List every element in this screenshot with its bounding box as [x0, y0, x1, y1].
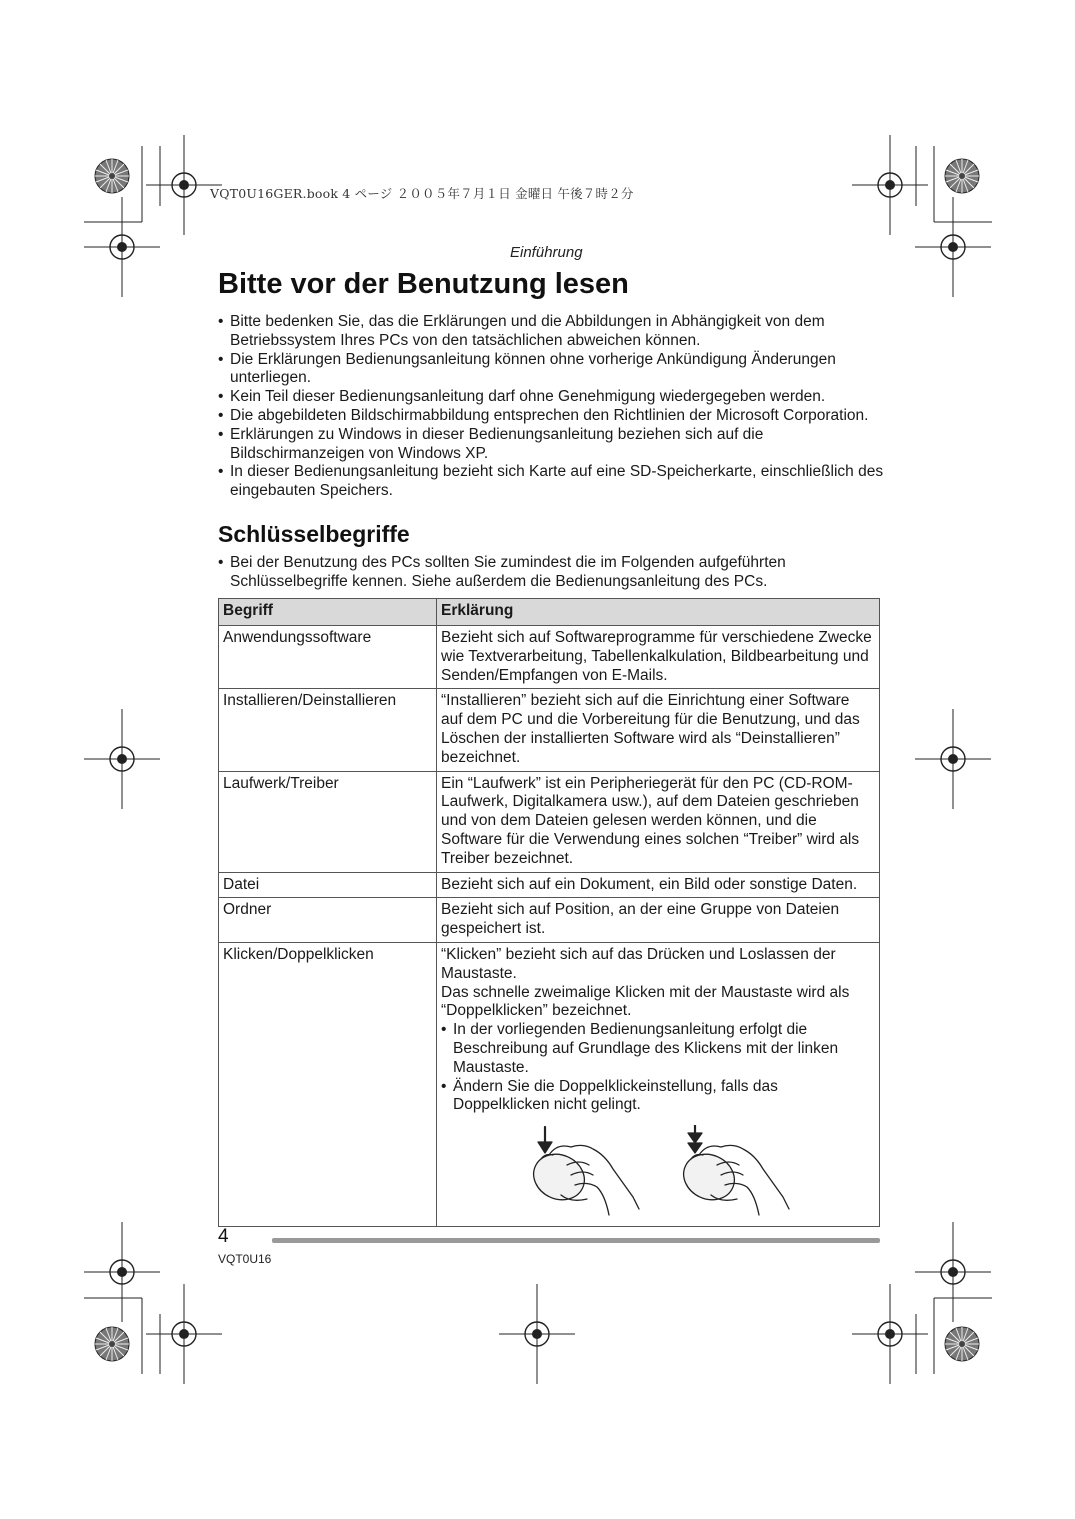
- intro-bullet: • Erklärungen zu Windows in dieser Bedienungsanleitung beziehen sich auf die Bildschirmanzeigen von Windows XP.: [218, 426, 888, 464]
- table-row: [219, 771, 880, 872]
- click-notes-list: [441, 1021, 875, 1115]
- intro-bullet: • Kein Teil dieser Bedienungsanleitung darf ohne Genehmigung wiedergegeben werden.: [218, 388, 888, 407]
- term-cell: Anwendungssoftware: [219, 626, 437, 689]
- terms-table: [218, 598, 880, 1227]
- explanation-cell: Bezieht sich auf ein Dokument, ein Bild oder sonstige Daten.: [437, 872, 880, 898]
- mouse-click-illustration: [527, 1125, 797, 1223]
- click-note: • In der vorliegenden Bedienungsanleitung erfolgt die Beschreibung auf Grundlage des Klickens mit der linken Maustaste.: [441, 1021, 875, 1077]
- footer-rule: [272, 1238, 880, 1243]
- term-cell: Installieren/Deinstallieren: [219, 689, 437, 771]
- table-row: [219, 942, 880, 1226]
- table-row: [219, 872, 880, 898]
- explanation-cell: Bezieht sich auf Position, an der eine Gruppe von Dateien gespeichert ist.: [437, 898, 880, 943]
- intro-bullet: • Die Erklärungen Bedienungsanleitung können ohne vorherige Ankündigung Änderungen unterliegen.: [218, 351, 888, 389]
- double-click-definition: Das schnelle zweimalige Klicken mit der Maustaste wird als “Doppelklicken” bezeichnet.: [441, 983, 850, 1020]
- header-term: Begriff: [219, 599, 437, 626]
- page-title: Bitte vor der Benutzung lesen: [218, 268, 629, 300]
- term-cell: Ordner: [219, 898, 437, 943]
- keywords-intro-list: [218, 554, 858, 592]
- intro-bullet: • Bitte bedenken Sie, das die Erklärungen und die Abbildungen in Abhängigkeit von dem Betriebssystem Ihres PCs von den tatsächlichen abweichen können.: [218, 313, 888, 351]
- keywords-intro-bullet: • Bei der Benutzung des PCs sollten Sie zumindest die im Folgenden aufgeführten Schlüsselbegriffe kennen. Siehe außerdem die Bedienungsanleitung des PCs.: [218, 554, 858, 592]
- single-click-hand-icon: [527, 1127, 639, 1215]
- term-cell: Laufwerk/Treiber: [219, 771, 437, 872]
- table-row: [219, 689, 880, 771]
- term-cell: Klicken/Doppelklicken: [219, 942, 437, 1226]
- table-header-row: [219, 599, 880, 626]
- page-code: VQT0U16: [218, 1252, 272, 1266]
- header-explanation: Erklärung: [437, 599, 880, 626]
- intro-bullet: • In dieser Bedienungsanleitung bezieht sich Karte auf eine SD-Speicherkarte, einschließlich des eingebauten Speichers.: [218, 463, 888, 501]
- intro-bullet: • Die abgebildeten Bildschirmabbildung entsprechen den Richtlinien der Microsoft Corporation.: [218, 407, 888, 426]
- keywords-heading: Schlüsselbegriffe: [218, 521, 410, 547]
- table-row: [219, 898, 880, 943]
- double-click-hand-icon: [676, 1125, 789, 1215]
- click-note: • Ändern Sie die Doppelklickeinstellung, falls das Doppelklicken nicht gelingt.: [441, 1078, 875, 1116]
- table-row: [219, 626, 880, 689]
- explanation-cell: Ein “Laufwerk” ist ein Peripheriegerät für den PC (CD-ROM-Laufwerk, Digitalkamera usw.), auf dem Dateien geschrieben und von dem Dateien gelesen werden können, und die Software für die Verwendung eines solchen “Treiber” wird als Treiber bezeichnet.: [437, 771, 880, 872]
- explanation-cell: Bezieht sich auf Softwareprogramme für verschiedene Zwecke wie Textverarbeitung, Tabellenkalkulation, Bildbearbeitung und Senden/Empfangen von E-Mails.: [437, 626, 880, 689]
- click-definition: “Klicken” bezieht sich auf das Drücken und Loslassen der Maustaste.: [441, 945, 836, 982]
- print-header: VQT0U16GER.book 4 ページ ２００５年７月１日 金曜日 午後７時２分: [210, 186, 634, 201]
- explanation-cell: “Installieren” bezieht sich auf die Einrichtung einer Software auf dem PC und die Vorbereitung für die Benutzung, und das Löschen der installierten Software wird als “Deinstallieren” bezeichnet.: [437, 689, 880, 771]
- term-cell: Datei: [219, 872, 437, 898]
- page-number: 4: [218, 1226, 229, 1247]
- section-label: Einführung: [510, 244, 583, 261]
- explanation-cell: [437, 942, 880, 1226]
- intro-bullet-list: [218, 313, 888, 501]
